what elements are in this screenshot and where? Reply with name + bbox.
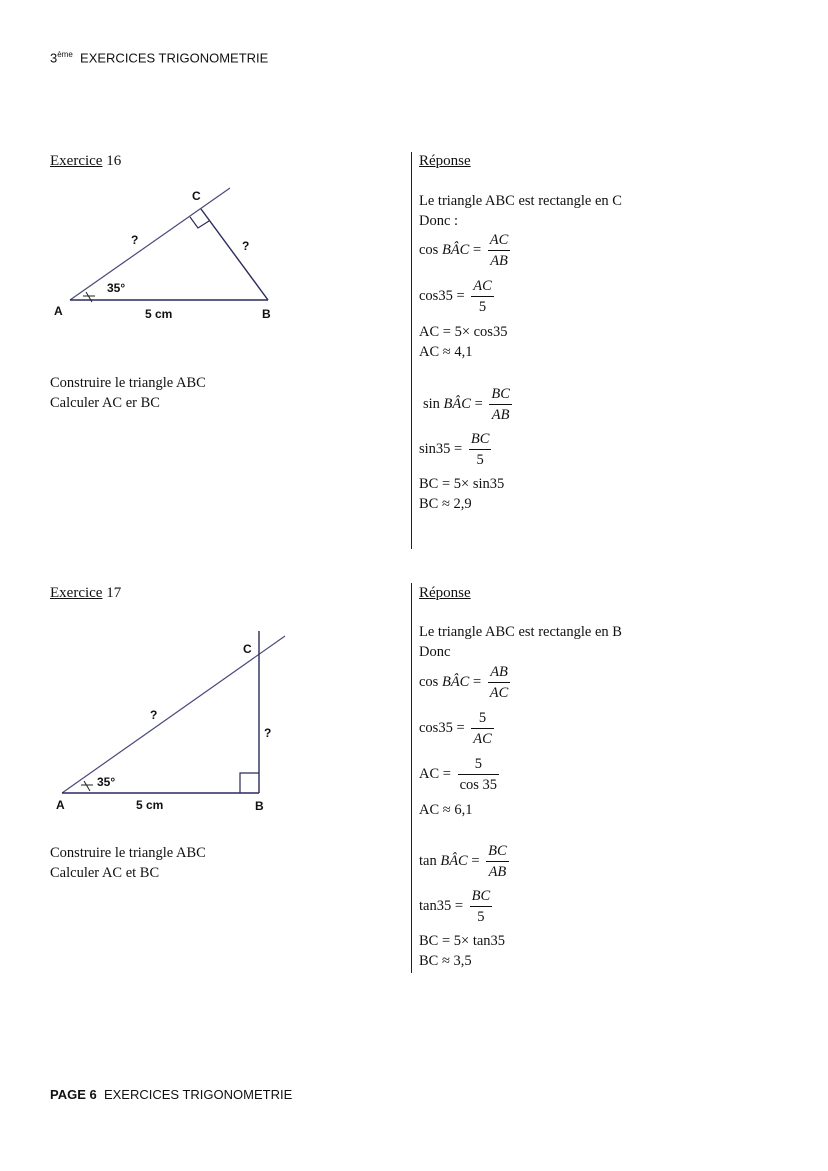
ex17-label-a: A: [56, 798, 65, 812]
ex16-triangle-figure: [40, 178, 290, 328]
ex17-tasks: [50, 843, 206, 883]
ex17-task-1: Construire le triangle ABC: [50, 845, 206, 861]
ex16-side-bc: [201, 209, 268, 300]
ex16-divider: [411, 152, 412, 549]
ex17-angle-tick: [84, 781, 90, 791]
ex16-tasks: [50, 373, 206, 413]
ex17-cos-fraction: $\frac{AB}{AC}$: [489, 664, 509, 701]
ex16-ac-results: [419, 322, 507, 362]
ex16-q-bc: ?: [242, 239, 250, 253]
ex16-title: Exercice 16: [50, 153, 122, 169]
ex17-tan-fraction: $\frac{BC}{AB}$: [488, 843, 507, 880]
ex16-side-ac: [70, 188, 230, 300]
ex17-cos35-fraction: $\frac{5}{AC}$: [473, 710, 492, 747]
ex17-answer-title: Réponse: [419, 585, 471, 601]
ex17-triangle-figure: [40, 628, 300, 823]
ex17-right-angle-mark: [240, 773, 259, 793]
ex17-task-2: Calculer AC et BC: [50, 865, 160, 881]
ex17-bc-line: BC = 5× tan35: [419, 933, 506, 949]
ex17-label-c: C: [243, 642, 252, 656]
ex16-sin-formula: sin BÂC = $\frac{BC}{AB}$: [423, 386, 510, 423]
ex17-cos-formula: cos BÂC = $\frac{AB}{AC}$: [419, 664, 509, 701]
ex16-cos-fraction: $\frac{AC}{AB}$: [489, 232, 509, 269]
ex16-answer-intro: [419, 191, 622, 231]
ex16-right-angle-mark: [190, 217, 209, 228]
ex17-q-ac: ?: [150, 708, 158, 722]
page-header: [50, 50, 268, 65]
ex16-sin35-fraction: $\frac{BC}{5}$: [470, 431, 490, 468]
ex17-bc-approx: BC ≈ 3,5: [419, 953, 472, 969]
ex16-label-b: B: [262, 307, 271, 321]
ex17-answer-intro: [419, 622, 622, 662]
ex17-ac-formula: AC = $\frac{5}{\cos 35}$: [419, 756, 498, 793]
ex17-tan-formula: tan BÂC = $\frac{BC}{AB}$: [419, 843, 507, 880]
ex16-task-2: Calculer AC er BC: [50, 395, 160, 411]
ex16-ac-line: AC = 5× cos35: [419, 324, 508, 340]
ex16-label-a: A: [54, 304, 63, 318]
footer-title: EXERCICES TRIGONOMETRIE: [103, 1087, 293, 1102]
ex17-intro-line1: Le triangle ABC est rectangle en B: [419, 624, 622, 640]
ex16-bc-line: BC = 5× sin35: [419, 476, 505, 492]
ex17-title: Exercice 17: [50, 585, 122, 601]
ex17-cos35-formula: cos35 = $\frac{5}{AC}$: [419, 710, 492, 747]
ex16-bc-approx: BC ≈ 2,9: [419, 496, 472, 512]
ex16-intro-line2: Donc :: [419, 213, 459, 229]
header-level: 3: [50, 50, 58, 66]
ex16-label-c: C: [192, 189, 201, 203]
ex17-base-label: 5 cm: [136, 798, 164, 812]
ex16-q-ac: ?: [131, 233, 139, 247]
ex17-side-ac: [62, 636, 285, 793]
ex16-cos-formula: cos BÂC = $\frac{AC}{AB}$: [419, 232, 509, 269]
ex17-bc-results: [419, 931, 505, 971]
ex17-label-b: B: [255, 799, 264, 813]
footer-page: PAGE 6: [50, 1087, 97, 1102]
ex17-q-bc: ?: [264, 726, 272, 740]
ex17-tan35-fraction: $\frac{BC}{5}$: [471, 888, 491, 925]
ex17-divider: [411, 583, 412, 973]
ex17-angle-label: 35°: [97, 775, 116, 789]
header-level-sup: ème: [57, 50, 73, 59]
ex16-sin35-formula: sin35 = $\frac{BC}{5}$: [419, 431, 490, 468]
ex17-ac-fraction: $\frac{5}{\cos 35}$: [459, 756, 498, 793]
ex17-ac-approx: AC ≈ 6,1: [419, 802, 473, 818]
ex16-cos35-fraction: $\frac{AC}{5}$: [473, 278, 492, 315]
ex16-bc-results: [419, 474, 504, 514]
header-title: EXERCICES TRIGONOMETRIE: [80, 50, 269, 66]
ex17-intro-line2: Donc: [419, 644, 451, 660]
ex16-ac-approx: AC ≈ 4,1: [419, 344, 473, 360]
ex16-base-label: 5 cm: [145, 307, 173, 321]
ex16-cos35-formula: cos35 = $\frac{AC}{5}$: [419, 278, 492, 315]
ex16-angle-label: 35°: [107, 281, 126, 295]
page-footer: [50, 1087, 292, 1102]
ex16-answer-title: Réponse: [419, 153, 471, 169]
ex16-sin-fraction: $\frac{BC}{AB}$: [491, 386, 510, 423]
ex16-intro-line1: Le triangle ABC est rectangle en C: [419, 193, 622, 209]
ex16-task-1: Construire le triangle ABC: [50, 375, 206, 391]
ex17-tan35-formula: tan35 = $\frac{BC}{5}$: [419, 888, 491, 925]
